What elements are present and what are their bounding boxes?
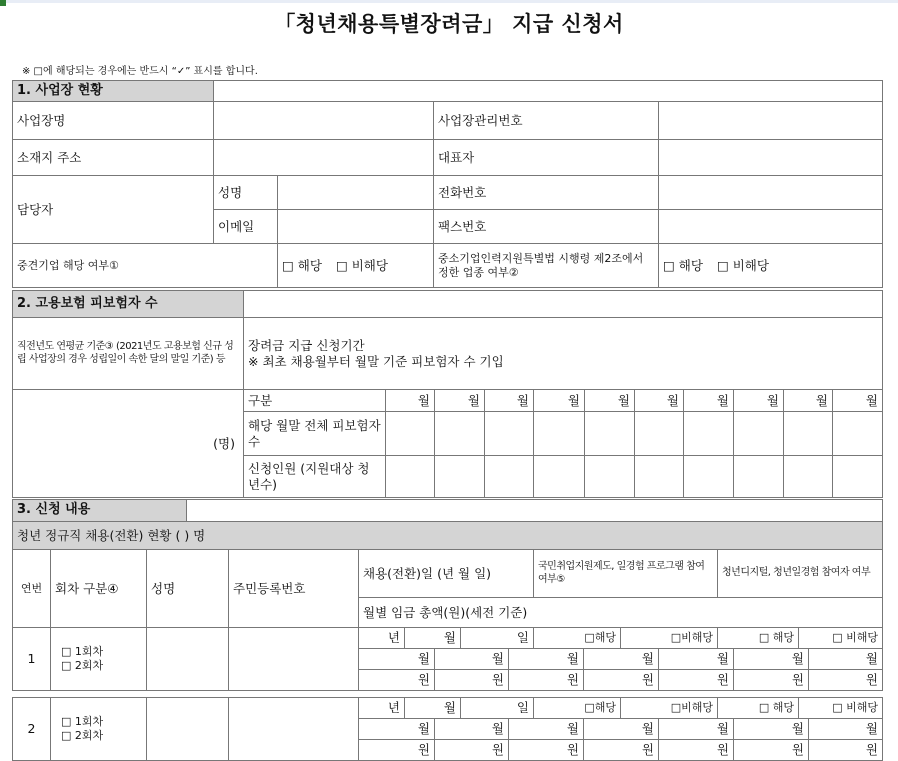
section1-header: 1. 사업장 현황 bbox=[12, 80, 214, 102]
monthly-wage-header: 월별 임금 총액(원)(세전 기준) bbox=[358, 597, 883, 628]
wage-month-input[interactable]: 월 bbox=[808, 648, 883, 670]
application-period-label bbox=[243, 317, 883, 390]
wage-amount-input[interactable]: 원 bbox=[583, 669, 659, 691]
hire-year-input[interactable]: 년 bbox=[358, 627, 405, 649]
application-period-note: ※ 최초 채용월부터 월말 기준 피보험자 수 기입 bbox=[248, 353, 504, 369]
applicants-month-input[interactable] bbox=[783, 455, 833, 498]
applicants-month-input[interactable] bbox=[385, 455, 435, 498]
workplace-name-input[interactable] bbox=[213, 101, 434, 140]
round1-checkbox[interactable]: □ 1회차 bbox=[61, 715, 104, 729]
wage-amount-input[interactable]: 원 bbox=[358, 669, 435, 691]
digital-no-checkbox[interactable]: □ 비해당 bbox=[798, 697, 883, 719]
round-header: 회차 구분④ bbox=[50, 549, 147, 628]
program-yes-checkbox[interactable]: □해당 bbox=[533, 697, 621, 719]
workplace-name-label: 사업장명 bbox=[12, 101, 214, 140]
fax-label: 팩스번호 bbox=[433, 209, 659, 244]
wage-amount-input[interactable]: 원 bbox=[658, 669, 734, 691]
wage-month-input[interactable]: 월 bbox=[583, 718, 659, 740]
wage-month-input[interactable]: 월 bbox=[733, 718, 809, 740]
hire-year-input[interactable]: 년 bbox=[358, 697, 405, 719]
program-no-checkbox[interactable]: □비해당 bbox=[620, 697, 718, 719]
section3-header: 3. 신청 내용 bbox=[12, 499, 187, 522]
email-label: 이메일 bbox=[213, 209, 278, 244]
section1-header-fill bbox=[213, 80, 883, 102]
contact-name-label: 성명 bbox=[213, 175, 278, 210]
applicants-month-input[interactable] bbox=[733, 455, 784, 498]
wage-month-input[interactable]: 월 bbox=[658, 718, 734, 740]
hire-date-header: 채용(전환)일 (년 월 일) bbox=[358, 549, 534, 598]
applicant-name-input[interactable] bbox=[146, 627, 229, 691]
representative-label: 대표자 bbox=[433, 139, 659, 176]
digital-no-checkbox[interactable]: □ 비해당 bbox=[798, 627, 883, 649]
month-header: 월 bbox=[385, 389, 435, 412]
midsize-company-label: 중견기업 해당 여부① bbox=[12, 243, 278, 288]
program-yes-checkbox[interactable]: □해당 bbox=[533, 627, 621, 649]
month-header: 월 bbox=[832, 389, 883, 412]
applicants-month-input[interactable] bbox=[584, 455, 635, 498]
wage-amount-input[interactable]: 원 bbox=[808, 739, 883, 761]
wage-month-input[interactable]: 월 bbox=[508, 718, 584, 740]
total-insured-month-input[interactable] bbox=[634, 411, 684, 456]
email-input[interactable] bbox=[277, 209, 434, 244]
wage-amount-input[interactable]: 원 bbox=[583, 739, 659, 761]
digital-yes-checkbox[interactable]: □ 해당 bbox=[717, 627, 799, 649]
month-header: 월 bbox=[434, 389, 485, 412]
wage-amount-input[interactable]: 원 bbox=[733, 669, 809, 691]
round-options bbox=[50, 627, 147, 691]
serial-no: 1 bbox=[12, 627, 51, 691]
total-insured-month-input[interactable] bbox=[385, 411, 435, 456]
workplace-mgmt-no-input[interactable] bbox=[658, 101, 883, 140]
digital-yes-checkbox[interactable]: □ 해당 bbox=[717, 697, 799, 719]
serial-no-header: 연번 bbox=[12, 549, 51, 628]
wage-month-input[interactable]: 월 bbox=[658, 648, 734, 670]
wage-amount-input[interactable]: 원 bbox=[808, 669, 883, 691]
contact-person-label: 담당자 bbox=[12, 175, 214, 244]
month-header: 월 bbox=[783, 389, 833, 412]
applicants-month-input[interactable] bbox=[533, 455, 585, 498]
workplace-mgmt-no-label: 사업장관리번호 bbox=[433, 101, 659, 140]
section2-header-fill bbox=[243, 290, 883, 318]
section2-header: 2. 고용보험 피보험자 수 bbox=[12, 290, 244, 318]
applicants-month-input[interactable] bbox=[634, 455, 684, 498]
hire-month-input[interactable]: 월 bbox=[404, 697, 461, 719]
serial-no: 2 bbox=[12, 697, 51, 761]
hire-day-input[interactable]: 일 bbox=[460, 697, 534, 719]
wage-month-input[interactable]: 월 bbox=[808, 718, 883, 740]
month-header: 월 bbox=[484, 389, 534, 412]
round2-checkbox[interactable]: □ 2회차 bbox=[61, 729, 104, 742]
round1-checkbox[interactable]: □ 1회차 bbox=[61, 645, 104, 659]
month-header: 월 bbox=[683, 389, 734, 412]
wage-amount-input[interactable]: 원 bbox=[733, 739, 809, 761]
program-participation-header: 국민취업지원제도, 일경험 프로그램 참여 여부⑤ bbox=[533, 549, 718, 598]
wage-amount-input[interactable]: 원 bbox=[658, 739, 734, 761]
applicants-month-input[interactable] bbox=[484, 455, 534, 498]
hire-day-input[interactable]: 일 bbox=[460, 627, 534, 649]
applicants-label: 신청인원 (지원대상 청년수) bbox=[243, 455, 386, 498]
applicant-name-input[interactable] bbox=[146, 697, 229, 761]
phone-input[interactable] bbox=[658, 175, 883, 210]
wage-month-input[interactable]: 월 bbox=[358, 648, 435, 670]
round-options bbox=[50, 697, 147, 761]
sme-industry-yes-checkbox[interactable]: □ 해당 bbox=[663, 257, 703, 273]
name-header: 성명 bbox=[146, 549, 229, 628]
category-header: 구분 bbox=[243, 389, 386, 412]
wage-amount-input[interactable]: 원 bbox=[358, 739, 435, 761]
rrn-header: 주민등록번호 bbox=[228, 549, 359, 628]
wage-month-input[interactable]: 월 bbox=[434, 718, 509, 740]
total-insured-month-input[interactable] bbox=[434, 411, 485, 456]
month-header: 월 bbox=[733, 389, 784, 412]
applicant-rrn-input[interactable] bbox=[228, 627, 359, 691]
application-period-title: 장려금 지급 신청기간 bbox=[248, 337, 365, 353]
wage-amount-input[interactable]: 원 bbox=[508, 669, 584, 691]
applicant-rrn-input[interactable] bbox=[228, 697, 359, 761]
total-insured-month-input[interactable] bbox=[533, 411, 585, 456]
form-title: 「청년채용특별장려금」 지급 신청서 bbox=[274, 12, 624, 36]
wage-month-input[interactable]: 월 bbox=[733, 648, 809, 670]
people-unit-label: (명) bbox=[12, 389, 244, 498]
midsize-company-options bbox=[277, 243, 434, 288]
sme-industry-options bbox=[658, 243, 883, 288]
applicants-month-input[interactable] bbox=[434, 455, 485, 498]
representative-input[interactable] bbox=[658, 139, 883, 176]
midsize-yes-checkbox[interactable]: □ 해당 bbox=[282, 257, 322, 273]
sme-industry-label: 중소기업인력지원특별법 시행령 제2조에서 정한 업종 여부② bbox=[433, 243, 659, 288]
digital-participation-header: 청년디지털, 청년일경험 참여자 여부 bbox=[717, 549, 883, 598]
program-no-checkbox[interactable]: □비해당 bbox=[620, 627, 718, 649]
wage-amount-input[interactable]: 원 bbox=[434, 739, 509, 761]
youth-hire-status: 청년 정규직 채용(전환) 현황 ( ) 명 bbox=[12, 521, 883, 550]
wage-month-input[interactable]: 월 bbox=[583, 648, 659, 670]
sme-industry-no-checkbox[interactable]: □ 비해당 bbox=[716, 257, 769, 273]
month-header: 월 bbox=[533, 389, 585, 412]
check-instruction-note: ※ □에 해당되는 경우에는 반드시 “✓” 표시를 합니다. bbox=[22, 66, 258, 77]
wage-month-input[interactable]: 월 bbox=[434, 648, 509, 670]
prev-year-basis-label: 직전년도 연평균 기준③ (2021년도 고용보험 신규 성립 사업장의 경우 성립일이 속한 달의 말일 기준) 등 bbox=[12, 317, 244, 390]
hire-month-input[interactable]: 월 bbox=[404, 627, 461, 649]
round2-checkbox[interactable]: □ 2회차 bbox=[61, 659, 104, 672]
address-input[interactable] bbox=[213, 139, 434, 176]
month-header: 월 bbox=[634, 389, 684, 412]
total-insured-month-input[interactable] bbox=[783, 411, 833, 456]
total-insured-month-input[interactable] bbox=[832, 411, 883, 456]
applicants-month-input[interactable] bbox=[683, 455, 734, 498]
phone-label: 전화번호 bbox=[433, 175, 659, 210]
applicants-month-input[interactable] bbox=[832, 455, 883, 498]
wage-amount-input[interactable]: 원 bbox=[508, 739, 584, 761]
total-insured-label: 해당 월말 전체 피보험자수 bbox=[243, 411, 386, 456]
wage-month-input[interactable]: 월 bbox=[358, 718, 435, 740]
month-header: 월 bbox=[584, 389, 635, 412]
wage-amount-input[interactable]: 원 bbox=[434, 669, 509, 691]
contact-name-input[interactable] bbox=[277, 175, 434, 210]
total-insured-month-input[interactable] bbox=[584, 411, 635, 456]
wage-month-input[interactable]: 월 bbox=[508, 648, 584, 670]
total-insured-month-input[interactable] bbox=[733, 411, 784, 456]
address-label: 소재지 주소 bbox=[12, 139, 214, 176]
section3-header-fill bbox=[186, 499, 883, 522]
total-insured-month-input[interactable] bbox=[484, 411, 534, 456]
fax-input[interactable] bbox=[658, 209, 883, 244]
midsize-no-checkbox[interactable]: □ 비해당 bbox=[335, 257, 388, 273]
total-insured-month-input[interactable] bbox=[683, 411, 734, 456]
